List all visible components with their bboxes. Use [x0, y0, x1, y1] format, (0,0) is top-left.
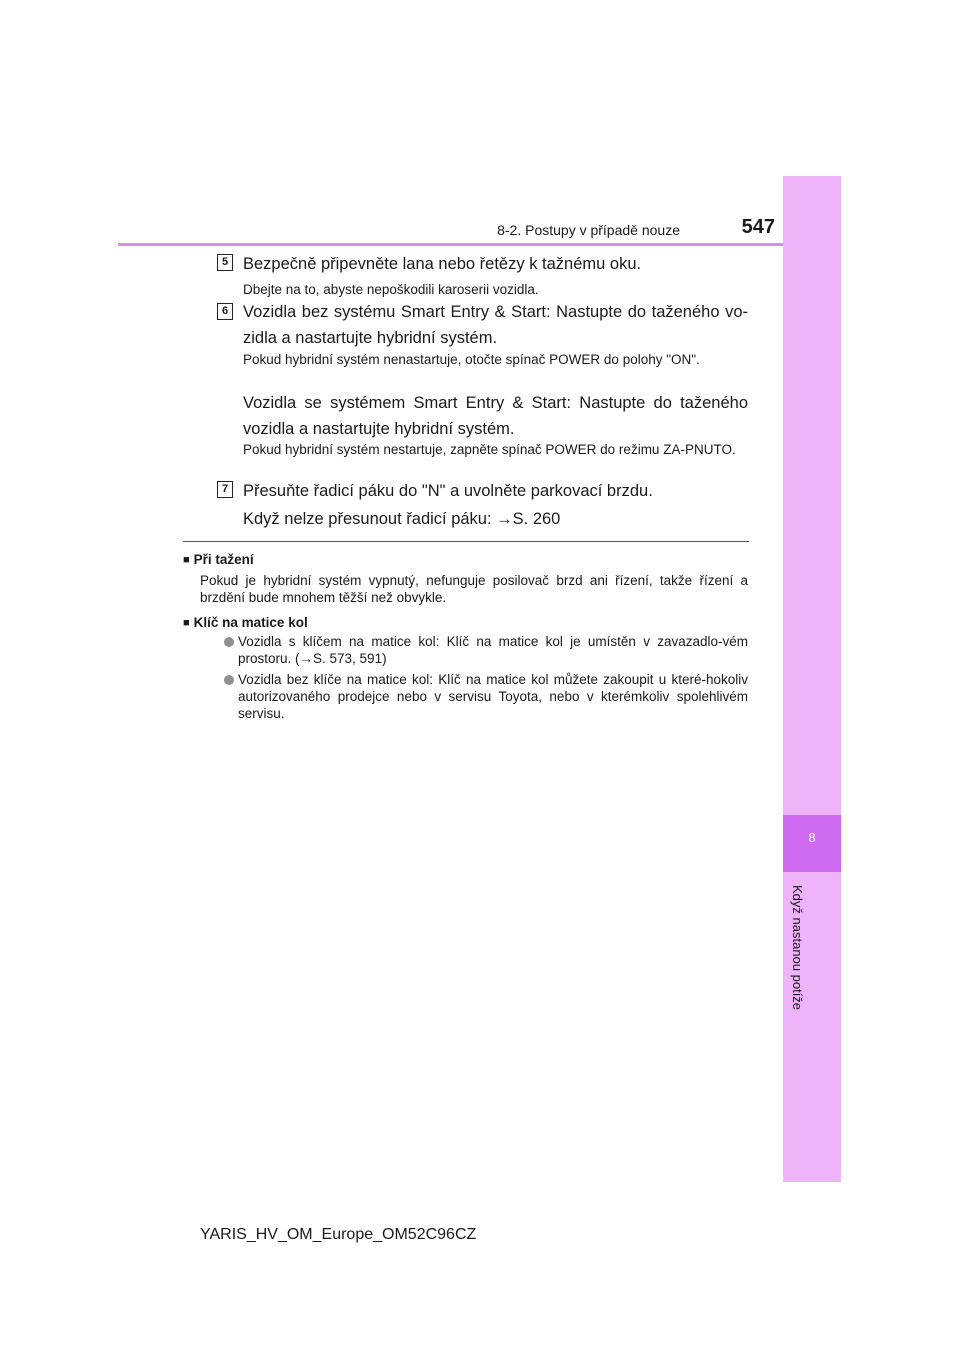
round-bullet-icon — [224, 637, 234, 647]
note-heading-text: Při tažení — [193, 552, 254, 567]
header-rule — [118, 243, 841, 246]
section-divider — [183, 541, 749, 542]
section-title: 8-2. Postupy v případě nouze — [497, 222, 680, 238]
round-bullet-icon — [224, 675, 234, 685]
step-6-note: Pokud hybridní systém nenastartuje, otočte spínač POWER do polohy "ON". — [243, 352, 700, 367]
document-code: YARIS_HV_OM_Europe_OM52C96CZ — [200, 1226, 477, 1243]
note-heading-towing — [183, 551, 743, 570]
step-6-text: Vozidla bez systému Smart Entry & Start: Nastupte do taženého vo-zidla a nastartujte hybridní systém. — [243, 303, 748, 347]
step-5-note: Dbejte na to, abyste nepoškodili karoserii vozidla. — [243, 282, 539, 297]
note-towing-body: Pokud je hybridní systém vypnutý, nefunguje posilovač brzd ani řízení, takže řízení a brzdění bude mnohem těžší než obvykle. — [200, 573, 748, 605]
square-bullet-icon: ■ — [183, 617, 190, 629]
chapter-number: 8 — [808, 830, 816, 845]
step-6-note-alt: Pokud hybridní systém nestartuje, zapněte spínač POWER do režimu ZA-PNUTO. — [243, 442, 736, 457]
step-6-text-alt: Vozidla se systémem Smart Entry & Start: Nastupte do taženého vozidla a nastartujte hybridní systém. — [243, 394, 748, 438]
chapter-side-tab — [783, 176, 841, 1182]
page-number: 547 — [741, 216, 775, 238]
square-bullet-icon: ■ — [183, 554, 190, 566]
note-wrench-bullet-1: Vozidla s klíčem na matice kol: Klíč na matice kol je umístěn v zavazadlo-vém prostoru. (→S. 573, 591) — [238, 634, 748, 666]
step-7-text: Přesuňte řadicí páku do "N" a uvolněte parkovací brzdu. — [243, 482, 653, 500]
note-wrench-bullet-2: Vozidla bez klíče na matice kol: Klíč na matice kol můžete zakoupit u které-hokoliv autorizovaného prodejce nebo v servisu Toyota, nebo v kterémkoliv spolehlivém servisu. — [238, 672, 748, 721]
step-number-5: 5 — [217, 254, 233, 271]
note-heading-text: Klíč na matice kol — [193, 615, 308, 630]
step-number-7: 7 — [217, 481, 233, 498]
note-heading-wrench — [183, 614, 743, 633]
step-number-6: 6 — [217, 303, 233, 320]
chapter-title: Když nastanou potíže — [790, 885, 805, 1011]
step-7-text-alt: Když nelze přesunout řadicí páku: →S. 260 — [243, 510, 561, 528]
step-5-text: Bezpečně připevněte lana nebo řetězy k tažnému oku. — [243, 255, 642, 273]
